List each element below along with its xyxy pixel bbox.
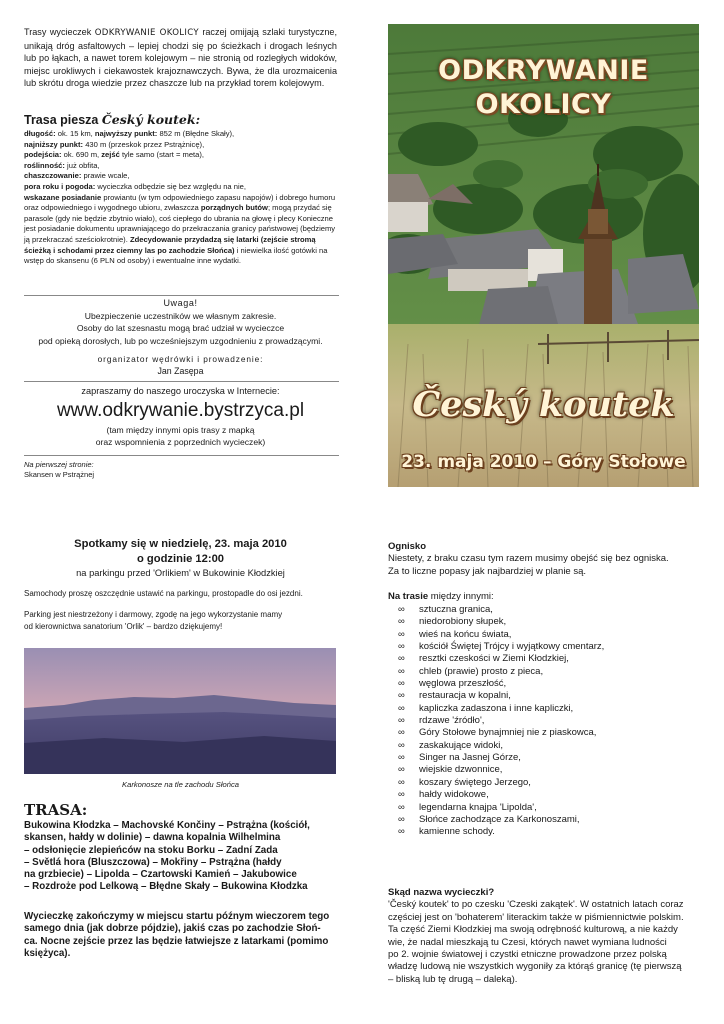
- list-item: ∞ koszary świętego Jerzego,: [398, 776, 531, 788]
- infinity-bullet-icon: ∞: [398, 789, 405, 801]
- list-item: ∞ wieś na końcu świata,: [398, 628, 512, 640]
- trasa-heading: Trasa piesza Český koutek:: [24, 112, 201, 127]
- list-item: ∞ kamienne schody.: [398, 826, 495, 838]
- poster-subtitle: Český koutek: [412, 384, 675, 425]
- infinity-bullet-icon: ∞: [398, 813, 405, 825]
- intro-paragraph: Trasy wycieczek ODKRYWANIE OKOLICY raczej omijają szlaki turystyczne, unikają dróg asfaltowych – lepiej chodzi się po ścieżkach i drogach leśnych lub po łąkach, a nawet torem kolejowym – nie stronią od rozległych widoków, miejsc urokliwych i ciekawostek krajoznawczych. Bywa, że dla urozmaicenia lub skrótu droga wiedzie przez chaszcze lub na przykład torem kolejowym.: [24, 27, 337, 89]
- list-item: ∞ rdzawe 'źródło',: [398, 715, 485, 727]
- infinity-bullet-icon: ∞: [398, 739, 405, 751]
- uwaga-heading: Uwaga!: [163, 298, 198, 308]
- intro-brand: ODKRYWANIE OKOLICY: [94, 28, 199, 38]
- attractions-list: [398, 604, 700, 839]
- web-note: (tam między innymi opis trasy z mapką oraz wspomnienia z poprzednich wycieczek): [95, 425, 266, 448]
- name-origin-section: Skąd nazwa wycieczki? 'Český koutek' to po czesku 'Czeski zakątek'. W ostatnich latach coraz częściej jest on 'bohaterem' literackim także w piśmiennictwie polskim. Ta część Ziemi Kłodzkiej ma swoją odrębność kulturową, a nie każdy wie, że nadal mieszkają tu Czesi, których nawet wymiana ludności po 2. wojnie światowej i czystki etniczne prowadzone przez polską władzę ludową nie wszystkich wygoniły za którąś granicę (tę pierwszą – bliską lub tę drugą – daleką).: [388, 887, 684, 985]
- web-invite: zapraszamy do naszego uroczyska w Internecie:: [81, 386, 280, 396]
- poster-title-line-2: OKOLICY: [475, 89, 612, 120]
- list-item: ∞ Słońce zachodzące za Karkonoszami,: [398, 813, 580, 825]
- infinity-bullet-icon: ∞: [398, 727, 405, 739]
- list-item: ∞ chleb (prawie) prosto z pieca,: [398, 665, 544, 677]
- infinity-bullet-icon: ∞: [398, 764, 405, 776]
- meeting-info: Spotkamy się w niedzielę, 23. maja 2010 o godzinie 12:00 na parkingu przed 'Orlikiem' w Bukowinie Kłodzkiej: [74, 538, 287, 578]
- list-item: ∞ węglowa przeszłość,: [398, 678, 507, 690]
- na-trasie-heading: Na trasie między innymi:: [388, 591, 494, 602]
- list-item: ∞ kościół Świętej Trójcy i wyjątkowy cmentarz,: [398, 641, 605, 653]
- parking-permission-note: Parking jest niestrzeżony i darmowy, zgodę na jego wykorzystanie mamy od kierownictwa sanatorium 'Orlik' – bardzo dziękujemy!: [24, 610, 283, 631]
- route-finale: Wycieczkę zakończymy w miejscu startu późnym wieczorem tego samego dnia (jak dobrze pójdzie), jakiś czas po zachodzie Słoń- ca. Nocne zejście przez las będzie łatwiejsze z latarkami (pomimo księżyca).: [24, 911, 330, 959]
- organizer-heading: organizator wędrówki i prowadzenie:: [97, 354, 264, 364]
- list-item: ∞ Singer na Jasnej Górze,: [398, 752, 521, 764]
- list-item: ∞ restauracja w kopalni,: [398, 690, 511, 702]
- route-heading: TRASA:: [24, 801, 88, 819]
- divider: [24, 381, 339, 382]
- ognisko-section: Ognisko Niestety, z braku czasu tym razem musimy obejść się bez ogniska. Za to liczne popasy jak najbardziej w planie są.: [388, 541, 669, 577]
- poster-title-line-1: ODKRYWANIE: [438, 55, 649, 86]
- infinity-bullet-icon: ∞: [398, 628, 405, 640]
- uwaga-text: Ubezpieczenie uczestników we własnym zakresie. Osoby do lat szesnastu mogą brać udział w wycieczce pod opieką dorosłych, lub po wcześniejszym uzgodnieniu z prowadzącymi.: [38, 311, 323, 346]
- trasa-specs: długość: ok. 15 km, najwyższy punkt: 852 m (Błędne Skały), najniższy punkt: 430 m (przeskok przez Pstrążnicę), podejścia: ok. 690 m, zejść tyle samo (start = meta), roślinność: już obfita, chaszczowanie: prawie wcale, pora roku i pogoda: wycieczka odbędzie się bez względu na nie, wskazane posiadanie prowiantu (w tym odpowiedniego zapasu napojów) i dobrego humoru oraz odpowiedniego i wygodnego ubioru, zwłaszcza porządnych butów; mogą przydać się parasole (gdy nie będzie zbytnio wiało), coś ciepłego do ubrania na głowę i plecy Konieczne jest posiadanie dokumentu uprawniającego do przekraczania granicy państwowej (będziemy ją przekraczać sześciokrotnie). Zdecydowanie przydadzą się latarki (zejście stromą ścieżką i schodami przez ciemny las po zachodzie Słońca) i niewielka ilość gotówki na wstęp do skansenu (6 PLN od osoby) i ewentualne inne wydatki.: [24, 129, 336, 266]
- route-description: Bukowina Kłodzka – Machovské Končiny – Pstrążna (kościół, skansen, hałdy w dolinie) – dawna kopalnia Wilhelmina – odsłonięcie zlepieńców na stoku Borku – Zadní Zada – Světlá hora (Bluszczowa) – Mokřiny – Pstrążna (hałdy na grzbiecie) – Lipolda – Czartowski Kamień – Jakubowice – Rozdroże pod Lelkową – Błędne Skały – Bukowina Kłodzka: [24, 820, 310, 893]
- name-origin-heading: Skąd nazwa wycieczki?: [388, 887, 495, 898]
- photo-caption: Karkonosze na tle zachodu Słońca: [122, 780, 239, 789]
- list-item: ∞ wiejskie dzwonnice,: [398, 764, 503, 776]
- list-item: ∞ Góry Stołowe bynajmniej nie z piaskowca,: [398, 727, 597, 739]
- website-link[interactable]: www.odkrywanie.bystrzyca.pl: [56, 400, 305, 421]
- list-item: ∞ hałdy widokowe,: [398, 789, 489, 801]
- infinity-bullet-icon: ∞: [398, 604, 405, 615]
- list-item: ∞ resztki czeskości w Ziemi Kłodzkiej,: [398, 653, 569, 665]
- organizer-name: Jan Zasępa: [157, 366, 204, 376]
- parking-note: Samochody proszę oszczędnie ustawić na parkingu, prostopadle do osi jezdni.: [24, 589, 303, 598]
- infinity-bullet-icon: ∞: [398, 653, 405, 665]
- infinity-bullet-icon: ∞: [398, 641, 405, 653]
- infinity-bullet-icon: ∞: [398, 752, 405, 764]
- divider: [24, 295, 339, 296]
- infinity-bullet-icon: ∞: [398, 715, 405, 727]
- infinity-bullet-icon: ∞: [398, 801, 405, 813]
- ognisko-heading: Ognisko: [388, 541, 427, 552]
- list-item: ∞ sztuczna granica,: [398, 604, 493, 615]
- infinity-bullet-icon: ∞: [398, 826, 405, 838]
- sunset-mountains-photo: [24, 648, 336, 774]
- list-item: ∞ zaskakujące widoki,: [398, 739, 503, 751]
- cover-poster: [388, 24, 699, 487]
- divider: [24, 455, 339, 456]
- infinity-bullet-icon: ∞: [398, 776, 405, 788]
- list-item: ∞ kapliczka zadaszona i inne kapliczki,: [398, 702, 574, 714]
- first-page-note: Na pierwszej stronie: Skansen w Pstrążnej: [24, 460, 95, 479]
- infinity-bullet-icon: ∞: [398, 690, 405, 702]
- list-item: ∞ legendarna knajpa 'Lipolda',: [398, 801, 537, 813]
- infinity-bullet-icon: ∞: [398, 678, 405, 690]
- infinity-bullet-icon: ∞: [398, 665, 405, 677]
- list-item: ∞ niedorobiony słupek,: [398, 616, 507, 628]
- poster-date: 23. maja 2010 – Góry Stołowe: [401, 452, 686, 472]
- infinity-bullet-icon: ∞: [398, 616, 405, 628]
- infinity-bullet-icon: ∞: [398, 702, 405, 714]
